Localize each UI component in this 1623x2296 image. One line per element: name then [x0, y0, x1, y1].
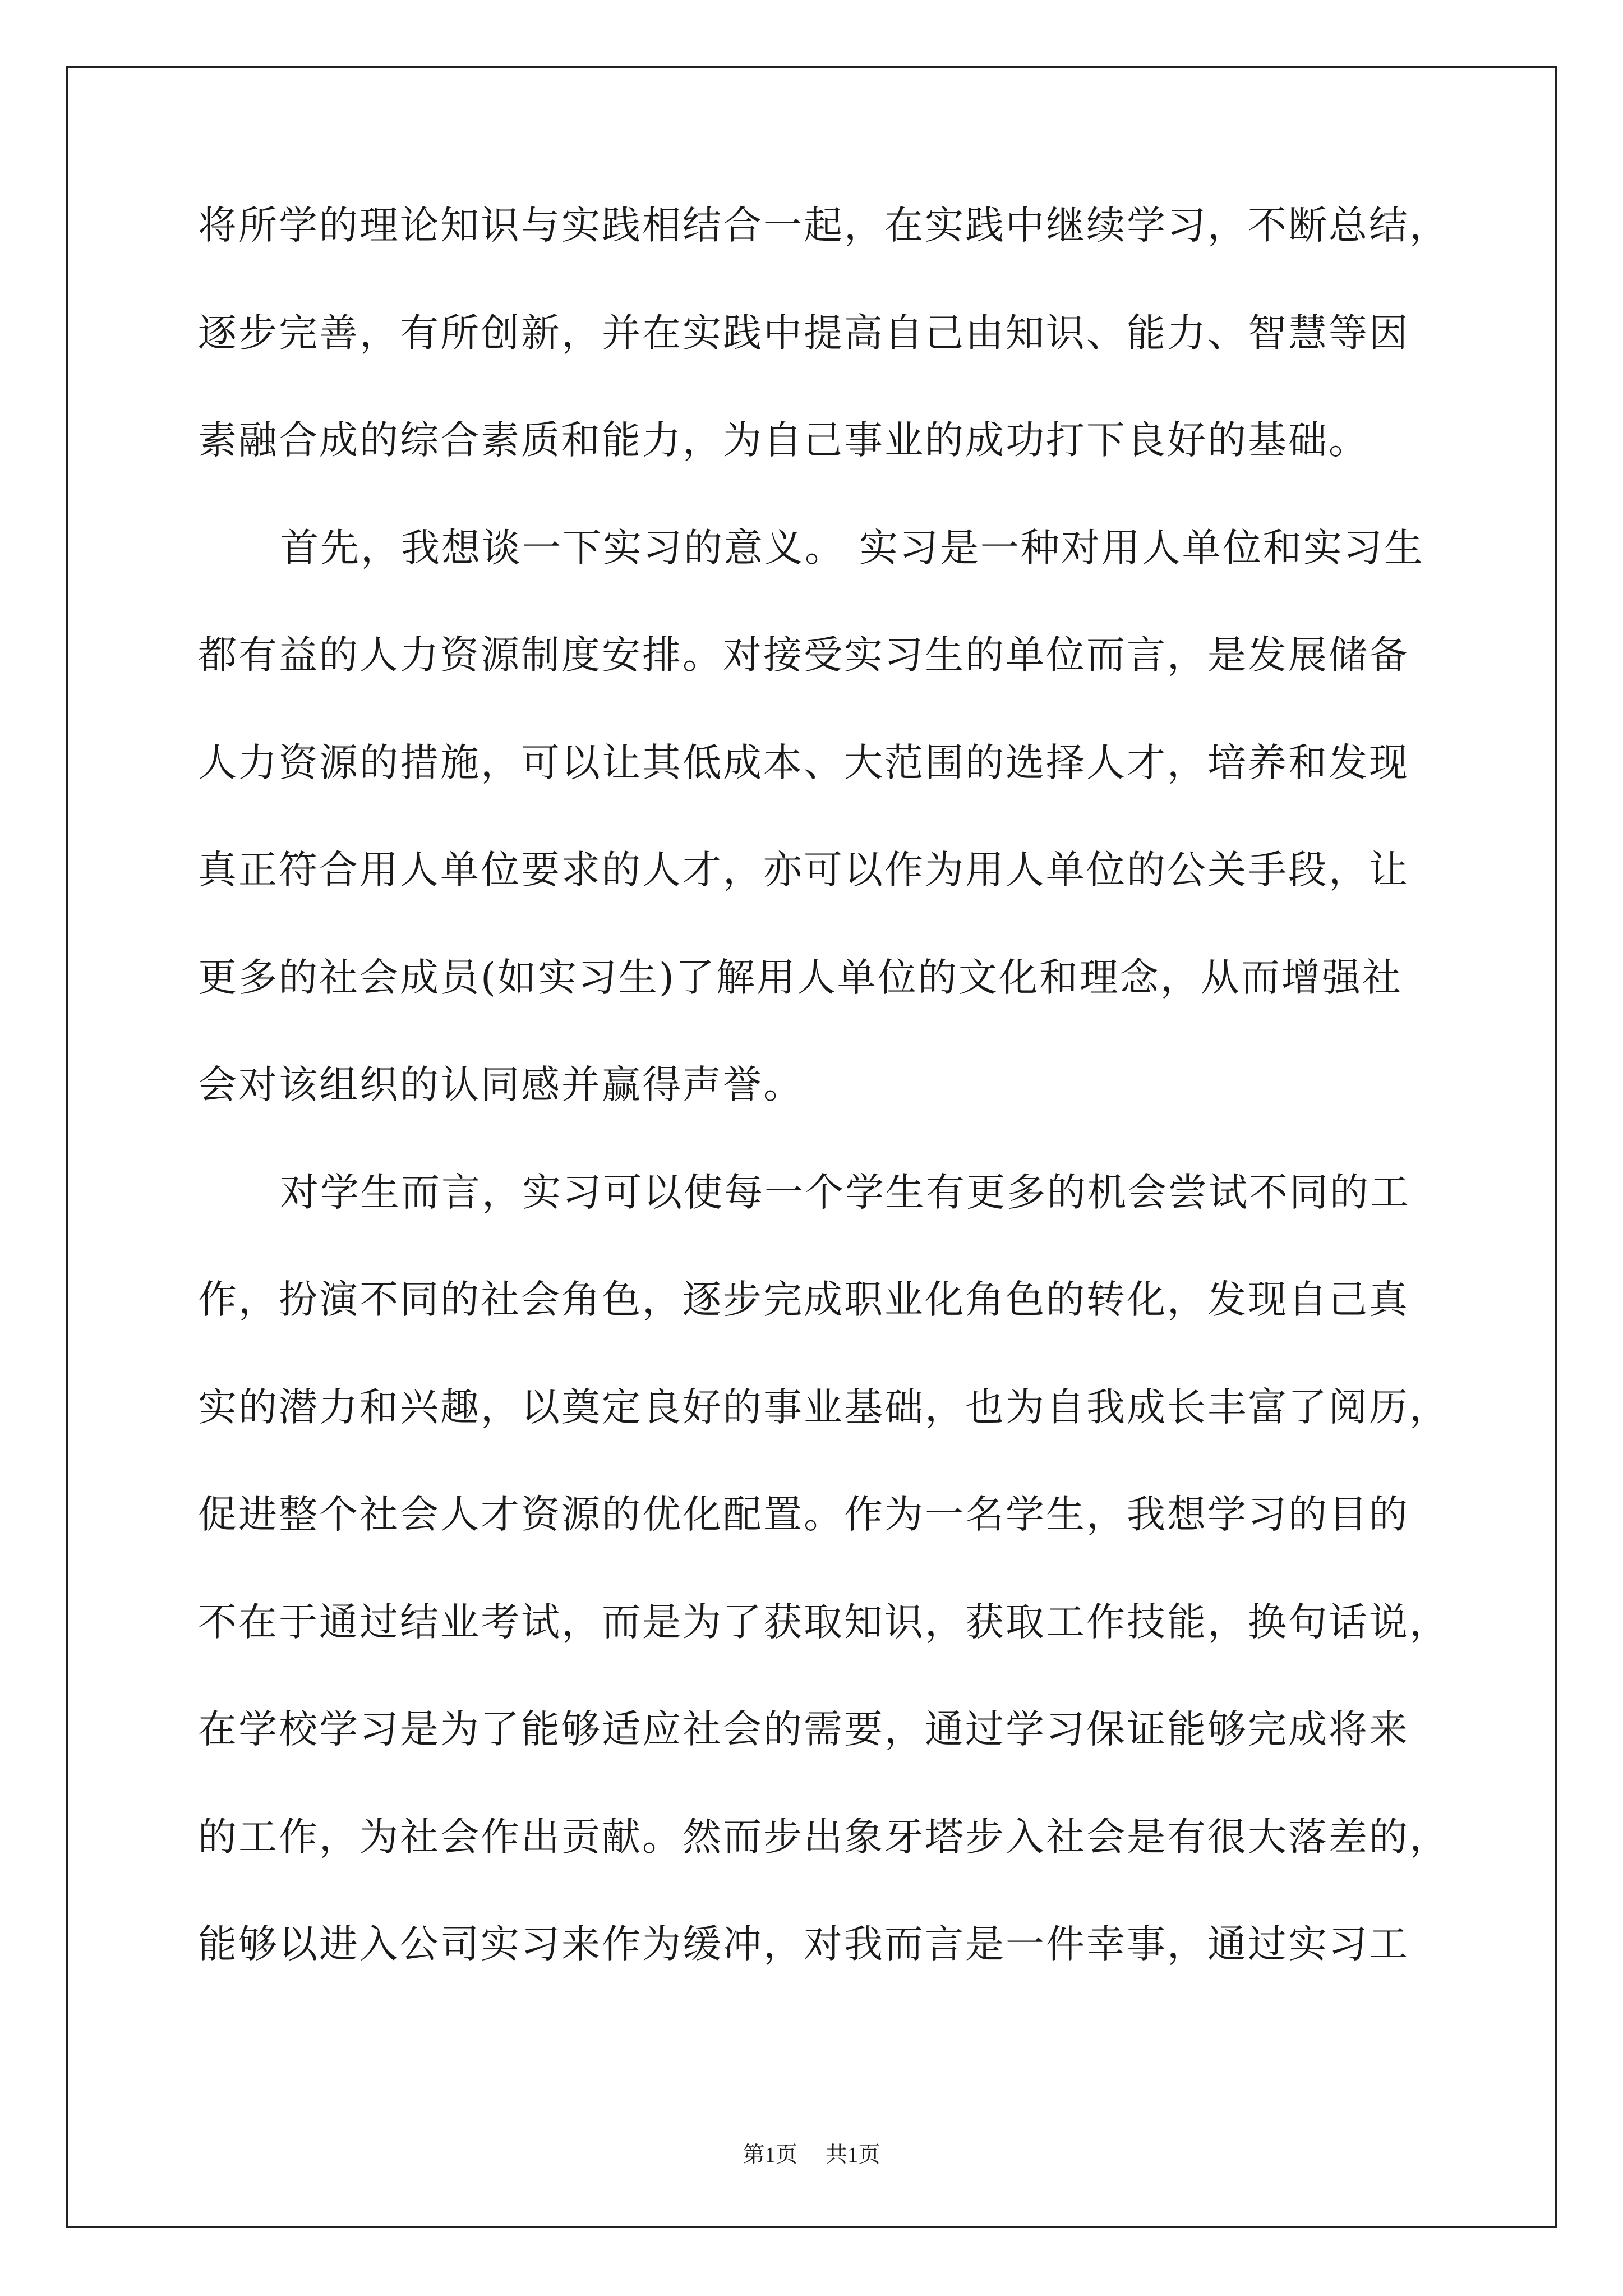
text-line: 能够以进入公司实习来作为缓冲，对我而言是一件幸事，通过实习工 [198, 1922, 1409, 1967]
document-body [198, 199, 1450, 2026]
text-line: 会对该组织的认同感并赢得声誉。 [198, 1062, 804, 1107]
text-line: 逐步完善，有所创新，并在实践中提高自己由知识、能力、智慧等因 [198, 310, 1409, 356]
page-number: 第1页 [743, 2143, 797, 2167]
text-line: 实的潜力和兴趣，以奠定良好的事业基础，也为自我成长丰富了阅历， [198, 1384, 1450, 1430]
page-footer [0, 2137, 1623, 2169]
text-line: 不在于通过结业考试，而是为了获取知识，获取工作技能，换句话说， [198, 1599, 1450, 1645]
text-line: 都有益的人力资源制度安排。对接受实习生的单位而言，是发展储备 [198, 633, 1409, 678]
text-line: 促进整个社会人才资源的优化配置。作为一名学生，我想学习的目的 [198, 1492, 1409, 1537]
page-total: 共1页 [826, 2143, 880, 2167]
text-line: 的工作，为社会作出贡献。然而步出象牙塔步入社会是有很大落差的， [198, 1814, 1450, 1860]
paragraph-start-line: 首先，我想谈一下实习的意义。 实习是一种对用人单位和实习生 [280, 525, 1424, 570]
text-line: 更多的社会成员(如实习生)了解用人单位的文化和理念，从而增强社 [198, 955, 1403, 1000]
text-line: 素融合成的综合素质和能力，为自己事业的成功打下良好的基础。 [198, 418, 1369, 463]
text-line: 将所学的理论知识与实践相结合一起，在实践中继续学习，不断总结， [198, 203, 1450, 248]
paragraph-start-line: 对学生而言，实习可以使每一个学生有更多的机会尝试不同的工 [280, 1170, 1410, 1215]
text-line: 作，扮演不同的社会角色，逐步完成职业化角色的转化，发现自己真 [198, 1277, 1409, 1322]
text-line: 人力资源的措施，可以让其低成本、大范围的选择人才，培养和发现 [198, 740, 1409, 785]
text-line: 真正符合用人单位要求的人才，亦可以作为用人单位的公关手段，让 [198, 848, 1409, 892]
text-line: 在学校学习是为了能够适应社会的需要，通过学习保证能够完成将来 [198, 1707, 1409, 1752]
